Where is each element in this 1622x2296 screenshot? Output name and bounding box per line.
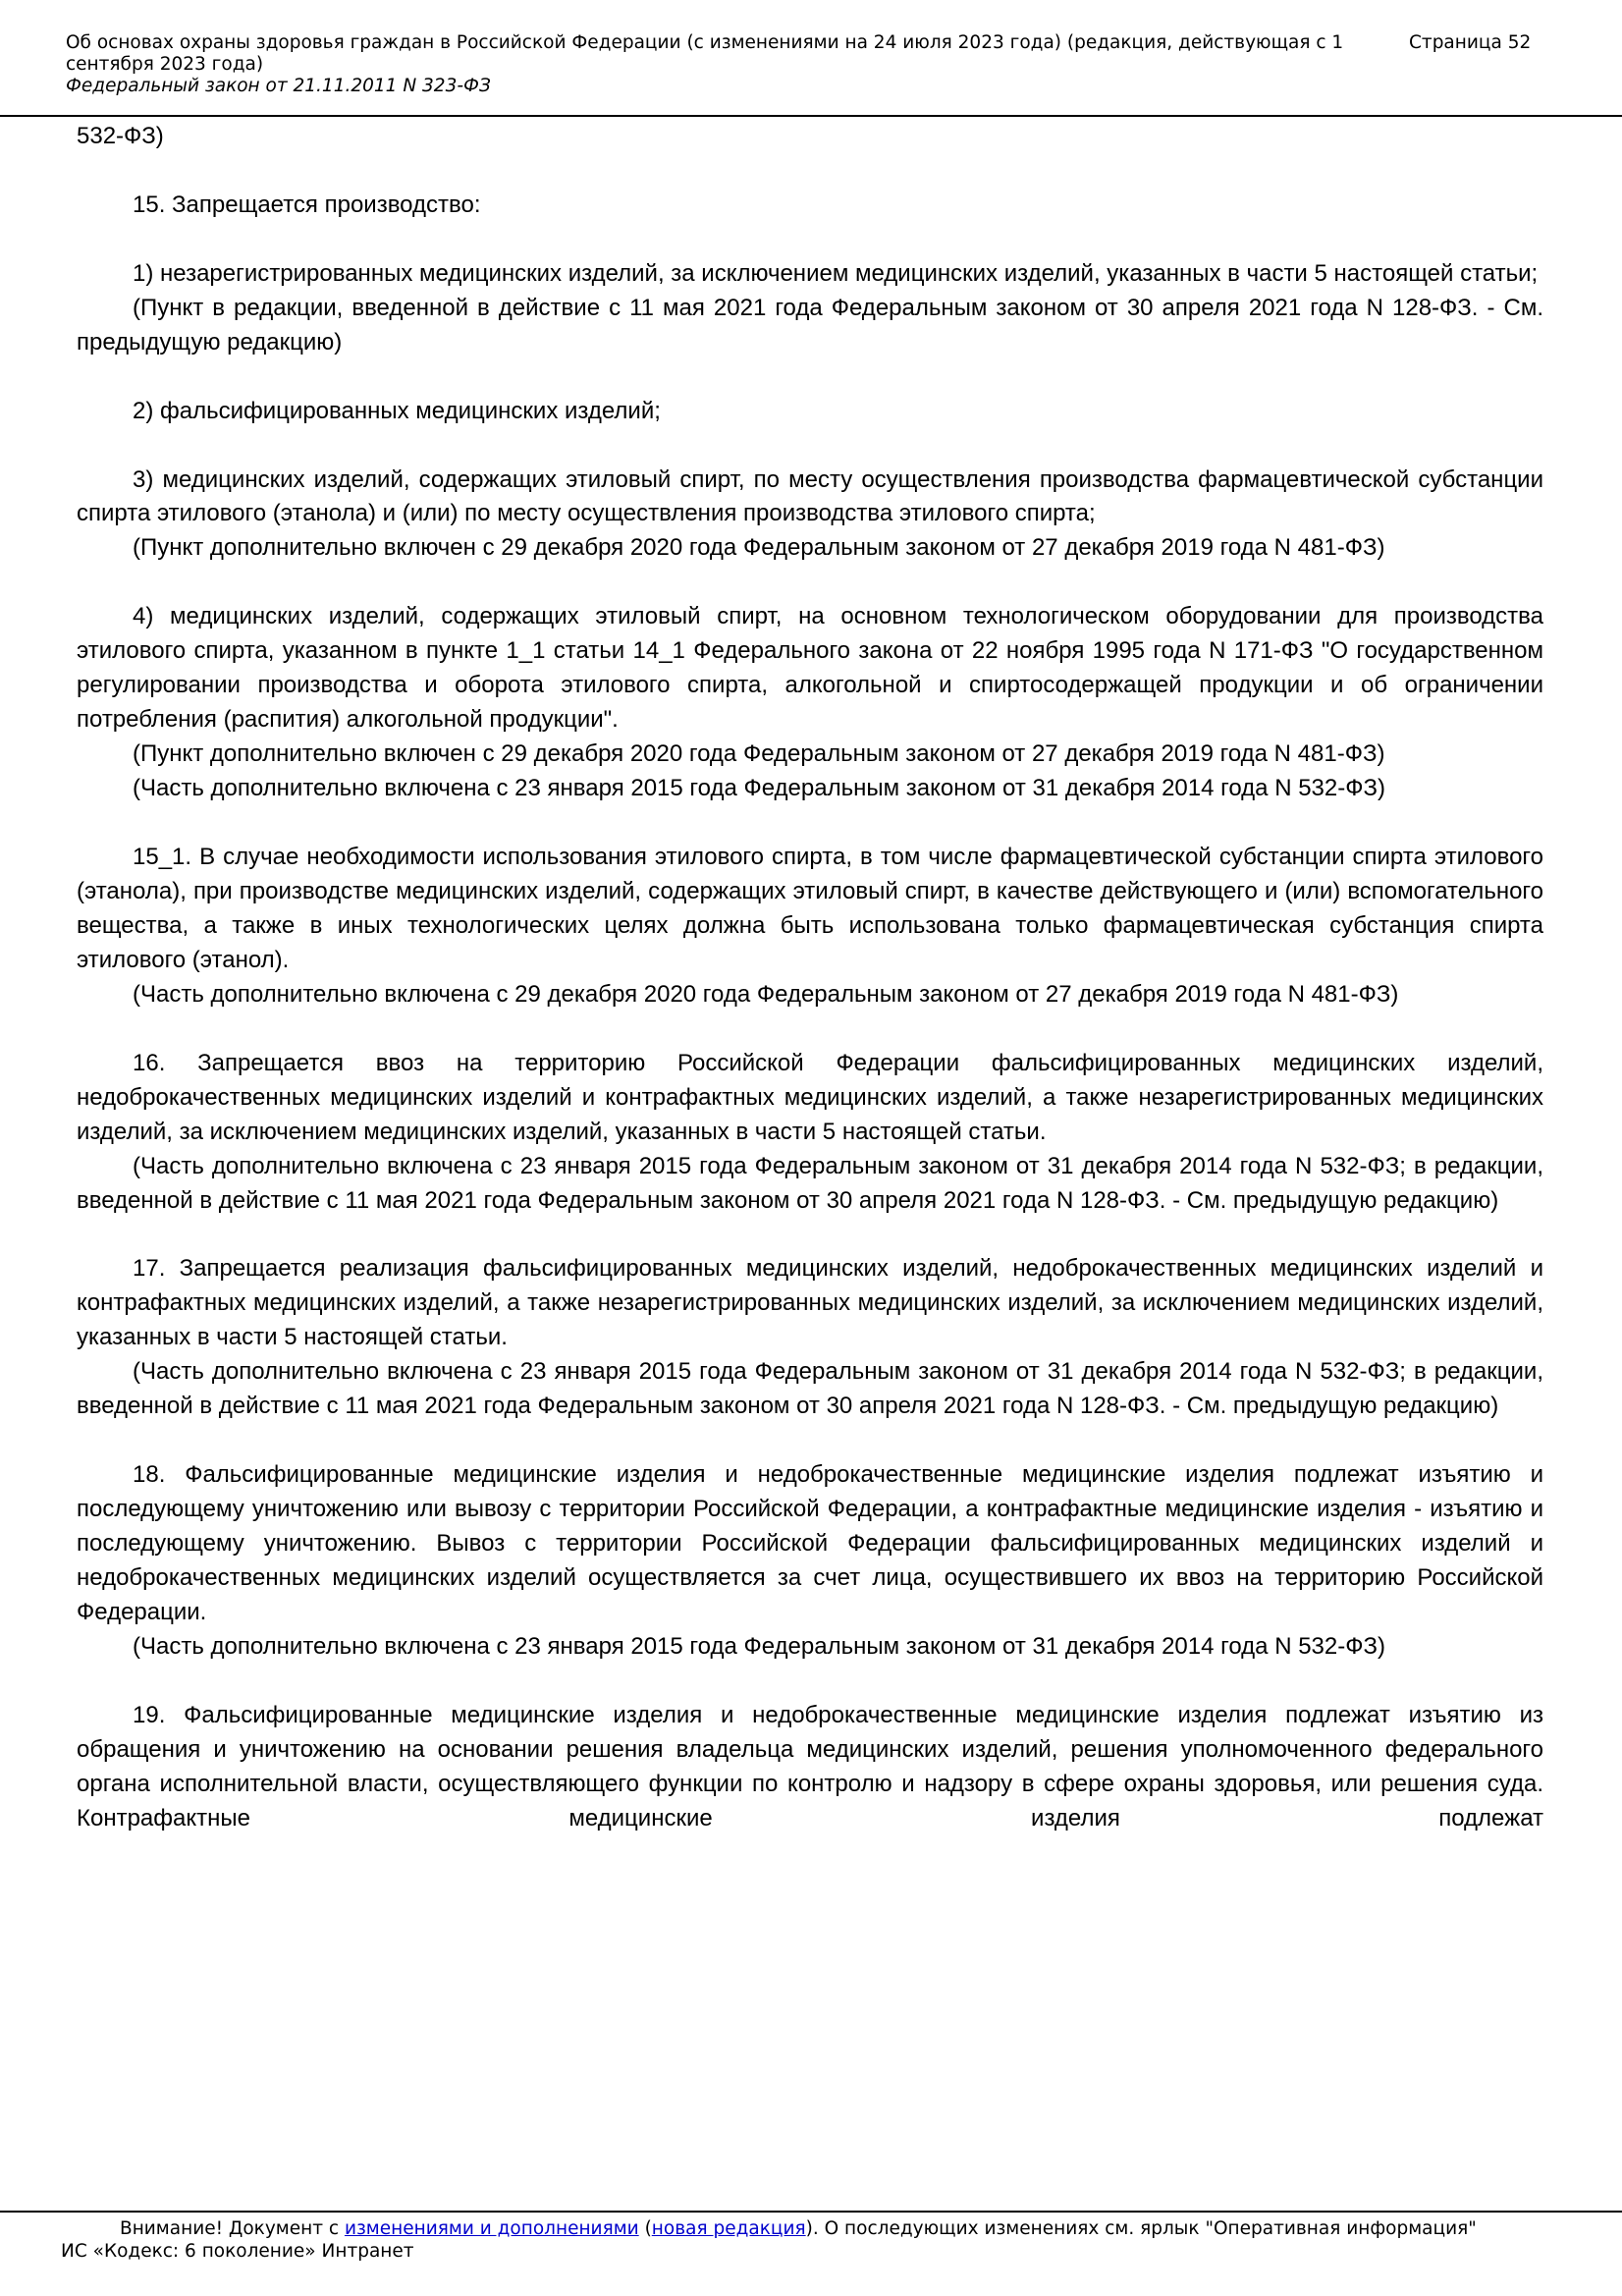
- new-edition-link[interactable]: новая редакция: [651, 2218, 806, 2239]
- continuation-text: 532-ФЗ): [77, 123, 164, 149]
- footer-divider: [0, 2211, 1622, 2213]
- changes-link[interactable]: изменениями и дополнениями: [344, 2218, 639, 2239]
- law-reference: Федеральный закон от 21.11.2011 N 323-ФЗ: [66, 76, 491, 96]
- amendment-note: (Часть дополнительно включена с 23 января 2015 года Федеральным законом от 31 декабря 2014 года N 532-ФЗ; в редакции, введенной в действие с 11 мая 2021 года Федеральным законом от 30 апреля 2021 года N 128-ФЗ. - См. предыдущую редакцию): [77, 1152, 1543, 1214]
- item-2: 2) фальсифицированных медицинских изделий;: [133, 397, 661, 424]
- amendment-note: (Пункт дополнительно включен с 29 декабря 2020 года Федеральным законом от 27 декабря 2019 года N 481-ФЗ): [133, 534, 1385, 562]
- page-footer: [61, 2217, 1573, 2263]
- warning-suffix: ). О последующих изменениях см. ярлык "Оперативная информация": [805, 2218, 1477, 2239]
- page-header: [66, 32, 1539, 97]
- paragraph-18: 18. Фальсифицированные медицинские изделия и недоброкачественные медицинские изделия подлежат изъятию и последующему уничтожению или вывозу с территории Российской Федерации, а контрафактные медицинские изделия - изъятию и последующему уничтожению. Вывоз с территории Российской Федерации фальсифицированных медицинских изделий и недоброкачественных медицинских изделий осуществляется за счет лица, осуществившего их ввоз на территорию Российской Федерации.: [77, 1461, 1543, 1625]
- paragraph-19: 19. Фальсифицированные медицинские изделия и недоброкачественные медицинские изделия подлежат изъятию из обращения и уничтожению на основании решения владельца медицинских изделий, решения уполномоченного федерального органа исполнительной власти, осуществляющего функции по контролю и надзору в сфере охраны здоровья, или решения суда. Контрафактные медицинские изделия подлежат: [77, 1701, 1543, 1831]
- paragraph-15: 15. Запрещается производство:: [133, 191, 481, 218]
- paragraph-17: 17. Запрещается реализация фальсифицированных медицинских изделий, недоброкачественных медицинских изделий и контрафактных медицинских изделий, а также незарегистрированных медицинских изделий, за исключением медицинских изделий, указанных в части 5 настоящей статьи.: [77, 1255, 1543, 1351]
- amendment-note: (Пункт дополнительно включен с 29 декабря 2020 года Федеральным законом от 27 декабря 2019 года N 481-ФЗ): [133, 740, 1385, 768]
- header-divider: [0, 115, 1622, 117]
- item-1: 1) незарегистрированных медицинских изделий, за исключением медицинских изделий, указанных в части 5 настоящей статьи;: [133, 259, 1539, 287]
- warning-prefix: Внимание! Документ с: [120, 2218, 345, 2239]
- item-4: 4) медицинских изделий, содержащих этиловый спирт, на основном технологическом оборудовании для производства этилового спирта, указанном в пункте 1_1 статьи 14_1 Федерального закона от 22 ноября 1995 года N 171-ФЗ "О государственном регулировании производства и оборота этилового спирта, алкогольной и спиртосодержащей продукции и об ограничении потребления (распития) алкогольной продукции".: [77, 603, 1543, 734]
- paragraph-16: 16. Запрещается ввоз на территорию Российской Федерации фальсифицированных медицинских изделий, недоброкачественных медицинских изделий и контрафактных медицинских изделий, а также незарегистрированных медицинских изделий, за исключением медицинских изделий, указанных в части 5 настоящей статьи.: [77, 1049, 1543, 1145]
- amendment-note: (Пункт в редакции, введенной в действие с 11 мая 2021 года Федеральным законом от 30 апреля 2021 года N 128-ФЗ. - См. предыдущую редакцию): [77, 294, 1543, 355]
- amendment-note: (Часть дополнительно включена с 23 января 2015 года Федеральным законом от 31 декабря 2014 года N 532-ФЗ): [133, 775, 1385, 802]
- document-title: Об основах охраны здоровья граждан в Российской Федерации (с изменениями на 24 июля 2023 года) (редакция, действующая с 1 сентября 2023 года): [66, 32, 1344, 75]
- amendment-note: (Часть дополнительно включена с 23 января 2015 года Федеральным законом от 31 декабря 2014 года N 532-ФЗ): [133, 1632, 1385, 1660]
- page-number: Страница 52: [1409, 32, 1532, 53]
- footer-warning: [61, 2217, 1573, 2240]
- amendment-note: (Часть дополнительно включена с 23 января 2015 года Федеральным законом от 31 декабря 2014 года N 532-ФЗ; в редакции, введенной в действие с 11 мая 2021 года Федеральным законом от 30 апреля 2021 года N 128-ФЗ. - См. предыдущую редакцию): [77, 1358, 1543, 1420]
- amendment-note: (Часть дополнительно включена с 29 декабря 2020 года Федеральным законом от 27 декабря 2019 года N 481-ФЗ): [133, 980, 1399, 1008]
- item-3: 3) медицинских изделий, содержащих этиловый спирт, по месту осуществления производства фармацевтической субстанции спирта этилового (этанола) и (или) по месту осуществления производства этилового спирта;: [77, 465, 1543, 527]
- paren-open: (: [638, 2218, 652, 2239]
- system-name: ИС «Кодекс: 6 поколение» Интранет: [61, 2241, 414, 2262]
- document-body: [77, 120, 1543, 1836]
- paragraph-15-1: 15_1. В случае необходимости использования этилового спирта, в том числе фармацевтической субстанции спирта этилового (этанола), при производстве медицинских изделий, содержащих этиловый спирт, в качестве действующего и (или) вспомогательного вещества, а также в иных технологических целях должна быть использована только фармацевтическая субстанция спирта этилового (этанол).: [77, 844, 1543, 973]
